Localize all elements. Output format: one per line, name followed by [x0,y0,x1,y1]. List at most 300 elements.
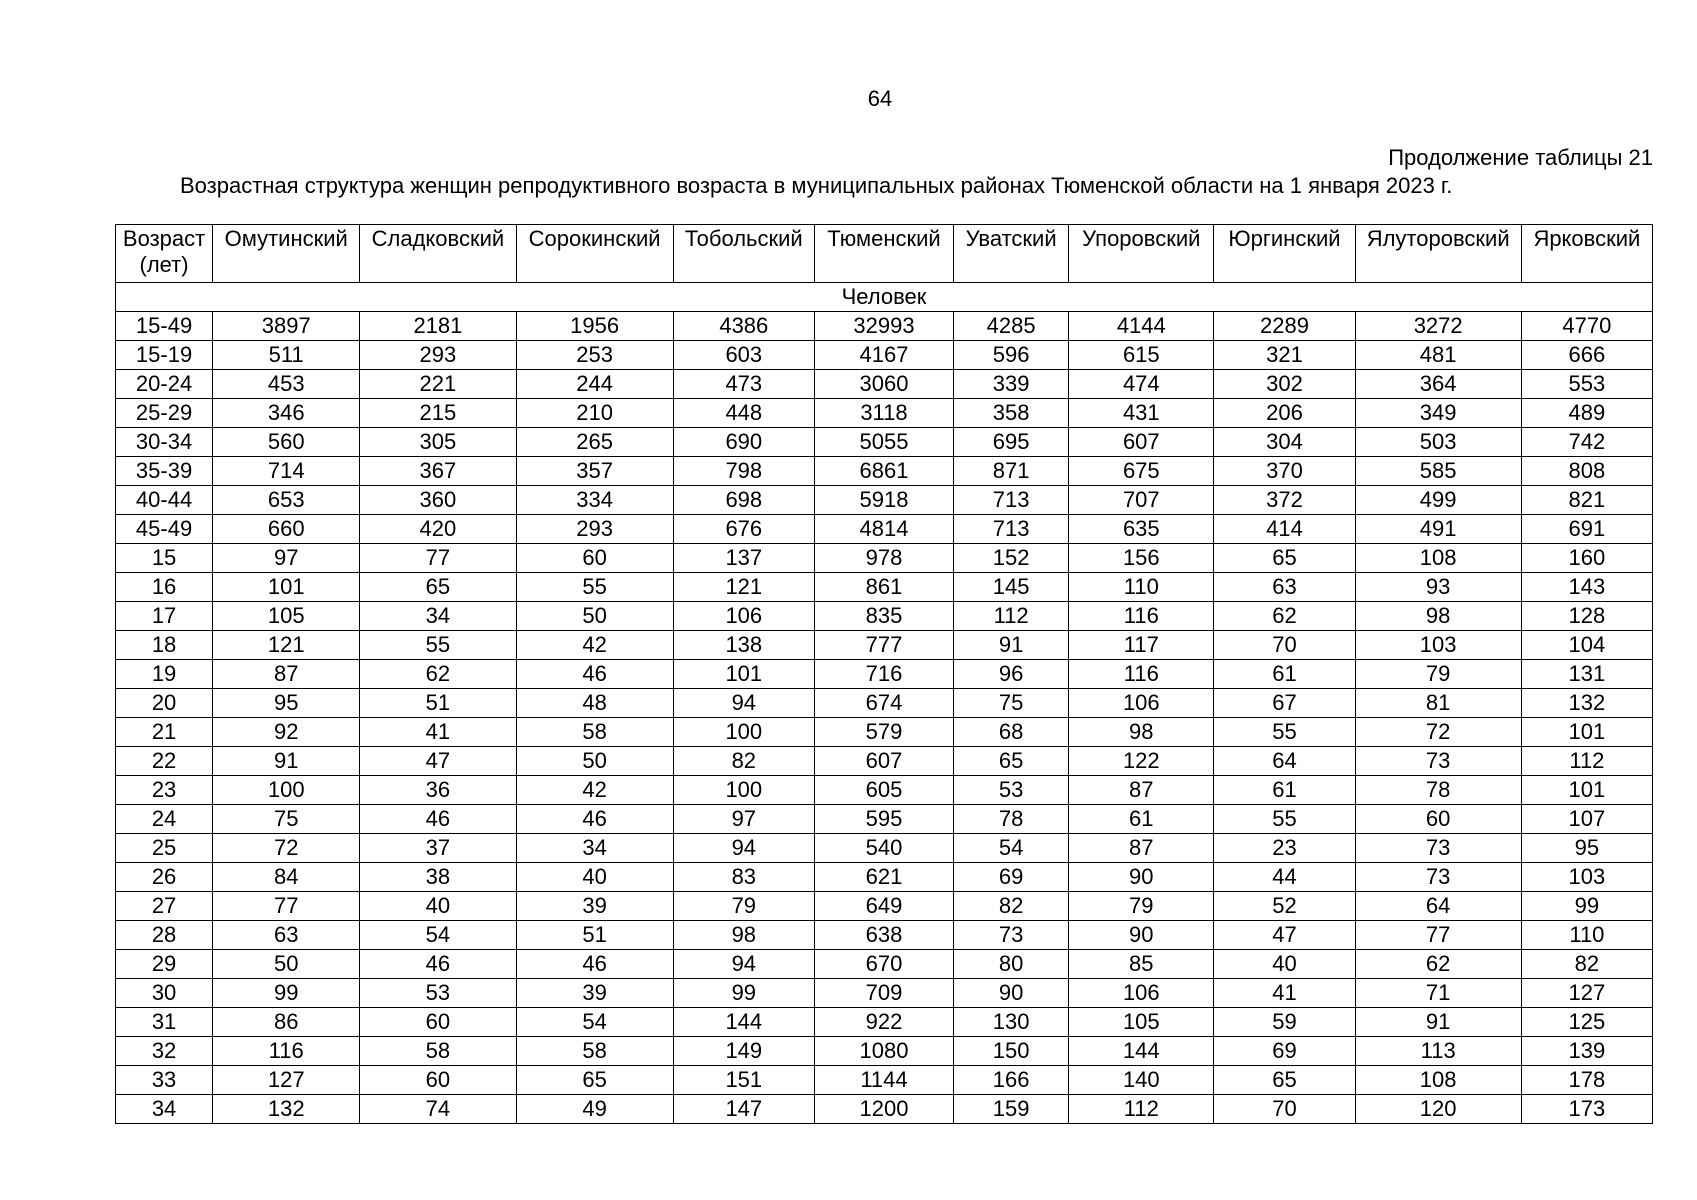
value-cell: 64 [1355,892,1521,921]
value-cell: 103 [1355,631,1521,660]
value-cell: 47 [1214,921,1355,950]
value-cell: 62 [360,660,516,689]
value-cell: 691 [1521,515,1652,544]
table-row [116,573,1653,602]
value-cell: 61 [1069,805,1214,834]
value-cell: 160 [1521,544,1652,573]
age-cell: 19 [116,660,213,689]
value-cell: 143 [1521,573,1652,602]
table-row [116,689,1653,718]
value-cell: 221 [360,370,516,399]
value-cell: 117 [1069,631,1214,660]
value-cell: 41 [360,718,516,747]
value-cell: 60 [360,1008,516,1037]
value-cell: 346 [213,399,360,428]
table-row [116,515,1653,544]
age-cell: 33 [116,1066,213,1095]
value-cell: 65 [954,747,1069,776]
value-cell: 116 [1069,660,1214,689]
value-cell: 65 [516,1066,673,1095]
value-cell: 87 [1069,834,1214,863]
table-row [116,486,1653,515]
age-cell: 27 [116,892,213,921]
value-cell: 73 [1355,834,1521,863]
value-cell: 579 [814,718,953,747]
age-cell: 24 [116,805,213,834]
value-cell: 60 [516,544,673,573]
value-cell: 96 [954,660,1069,689]
value-cell: 83 [673,863,814,892]
value-cell: 82 [1521,950,1652,979]
value-cell: 206 [1214,399,1355,428]
value-cell: 80 [954,950,1069,979]
column-header-district: Омутинский [213,225,360,283]
value-cell: 145 [954,573,1069,602]
value-cell: 62 [1355,950,1521,979]
value-cell: 149 [673,1037,814,1066]
value-cell: 621 [814,863,953,892]
value-cell: 95 [213,689,360,718]
value-cell: 110 [1521,921,1652,950]
value-cell: 77 [213,892,360,921]
table-row [116,428,1653,457]
value-cell: 140 [1069,1066,1214,1095]
value-cell: 77 [1355,921,1521,950]
value-cell: 798 [673,457,814,486]
value-cell: 156 [1069,544,1214,573]
age-cell: 22 [116,747,213,776]
age-cell: 23 [116,776,213,805]
value-cell: 97 [673,805,814,834]
value-cell: 473 [673,370,814,399]
value-cell: 73 [954,921,1069,950]
table-row [116,602,1653,631]
value-cell: 86 [213,1008,360,1037]
value-cell: 72 [1355,718,1521,747]
value-cell: 660 [213,515,360,544]
age-cell: 25 [116,834,213,863]
value-cell: 358 [954,399,1069,428]
value-cell: 713 [954,515,1069,544]
value-cell: 58 [360,1037,516,1066]
value-cell: 55 [1214,718,1355,747]
value-cell: 60 [360,1066,516,1095]
value-cell: 607 [1069,428,1214,457]
value-cell: 46 [360,950,516,979]
value-cell: 34 [516,834,673,863]
table-row [116,747,1653,776]
value-cell: 60 [1355,805,1521,834]
column-header-district: Сладковский [360,225,516,283]
value-cell: 448 [673,399,814,428]
age-cell: 32 [116,1037,213,1066]
value-cell: 63 [1214,573,1355,602]
value-cell: 100 [673,718,814,747]
value-cell: 4285 [954,312,1069,341]
value-cell: 101 [1521,718,1652,747]
value-cell: 372 [1214,486,1355,515]
value-cell: 605 [814,776,953,805]
value-cell: 69 [1214,1037,1355,1066]
value-cell: 339 [954,370,1069,399]
value-cell: 92 [213,718,360,747]
value-cell: 6861 [814,457,953,486]
value-cell: 707 [1069,486,1214,515]
value-cell: 78 [954,805,1069,834]
age-cell: 15 [116,544,213,573]
age-header-line1: Возраст [122,226,206,251]
value-cell: 46 [516,950,673,979]
value-cell: 698 [673,486,814,515]
value-cell: 511 [213,341,360,370]
age-cell: 25-29 [116,399,213,428]
value-cell: 695 [954,428,1069,457]
value-cell: 71 [1355,979,1521,1008]
value-cell: 603 [673,341,814,370]
unit-label: Человек [116,283,1653,312]
column-header-district: Юргинский [1214,225,1355,283]
value-cell: 4167 [814,341,953,370]
value-cell: 50 [516,602,673,631]
table-row [116,1066,1653,1095]
value-cell: 79 [1069,892,1214,921]
age-cell: 30 [116,979,213,1008]
value-cell: 1956 [516,312,673,341]
value-cell: 210 [516,399,673,428]
value-cell: 46 [516,805,673,834]
value-cell: 53 [360,979,516,1008]
age-cell: 26 [116,863,213,892]
value-cell: 65 [1214,1066,1355,1095]
value-cell: 4770 [1521,312,1652,341]
value-cell: 293 [360,341,516,370]
table-row [116,805,1653,834]
value-cell: 690 [673,428,814,457]
value-cell: 84 [213,863,360,892]
value-cell: 101 [673,660,814,689]
value-cell: 4386 [673,312,814,341]
age-cell: 29 [116,950,213,979]
age-cell: 15-49 [116,312,213,341]
value-cell: 499 [1355,486,1521,515]
value-cell: 173 [1521,1095,1652,1124]
age-cell: 17 [116,602,213,631]
age-cell: 21 [116,718,213,747]
value-cell: 54 [516,1008,673,1037]
value-cell: 44 [1214,863,1355,892]
value-cell: 38 [360,863,516,892]
value-cell: 414 [1214,515,1355,544]
value-cell: 138 [673,631,814,660]
value-cell: 40 [1214,950,1355,979]
value-cell: 81 [1355,689,1521,718]
value-cell: 100 [673,776,814,805]
value-cell: 32993 [814,312,953,341]
value-cell: 553 [1521,370,1652,399]
value-cell: 42 [516,776,673,805]
value-cell: 105 [1069,1008,1214,1037]
value-cell: 709 [814,979,953,1008]
value-cell: 2289 [1214,312,1355,341]
value-cell: 653 [213,486,360,515]
value-cell: 94 [673,950,814,979]
value-cell: 52 [1214,892,1355,921]
value-cell: 304 [1214,428,1355,457]
value-cell: 808 [1521,457,1652,486]
value-cell: 871 [954,457,1069,486]
value-cell: 503 [1355,428,1521,457]
value-cell: 2181 [360,312,516,341]
value-cell: 596 [954,341,1069,370]
value-cell: 69 [954,863,1069,892]
value-cell: 55 [360,631,516,660]
value-cell: 105 [213,602,360,631]
value-cell: 94 [673,689,814,718]
value-cell: 103 [1521,863,1652,892]
value-cell: 40 [360,892,516,921]
column-header-district: Ярковский [1521,225,1652,283]
value-cell: 137 [673,544,814,573]
value-cell: 47 [360,747,516,776]
value-cell: 978 [814,544,953,573]
value-cell: 675 [1069,457,1214,486]
value-cell: 50 [516,747,673,776]
value-cell: 99 [1521,892,1652,921]
value-cell: 132 [213,1095,360,1124]
value-cell: 36 [360,776,516,805]
value-cell: 63 [213,921,360,950]
table-row [116,631,1653,660]
value-cell: 128 [1521,602,1652,631]
value-cell: 474 [1069,370,1214,399]
value-cell: 367 [360,457,516,486]
value-cell: 59 [1214,1008,1355,1037]
unit-row [116,283,1653,312]
table-row [116,1008,1653,1037]
value-cell: 560 [213,428,360,457]
table-continuation-label: Продолжение таблицы 21 [1388,145,1653,170]
page-number: 64 [867,86,893,111]
value-cell: 106 [1069,979,1214,1008]
value-cell: 62 [1214,602,1355,631]
value-cell: 37 [360,834,516,863]
value-cell: 334 [516,486,673,515]
value-cell: 305 [360,428,516,457]
value-cell: 132 [1521,689,1652,718]
age-cell: 34 [116,1095,213,1124]
value-cell: 23 [1214,834,1355,863]
value-cell: 166 [954,1066,1069,1095]
value-cell: 99 [673,979,814,1008]
column-header-age [116,225,213,283]
table-row [116,660,1653,689]
table-row [116,950,1653,979]
value-cell: 87 [213,660,360,689]
value-cell: 139 [1521,1037,1652,1066]
age-cell: 15-19 [116,341,213,370]
value-cell: 585 [1355,457,1521,486]
value-cell: 98 [1355,602,1521,631]
value-cell: 122 [1069,747,1214,776]
value-cell: 58 [516,718,673,747]
age-cell: 20-24 [116,370,213,399]
value-cell: 130 [954,1008,1069,1037]
table-row [116,979,1653,1008]
value-cell: 48 [516,689,673,718]
value-cell: 638 [814,921,953,950]
value-cell: 91 [954,631,1069,660]
value-cell: 77 [360,544,516,573]
value-cell: 108 [1355,544,1521,573]
value-cell: 55 [1214,805,1355,834]
value-cell: 481 [1355,341,1521,370]
value-cell: 540 [814,834,953,863]
value-cell: 106 [1069,689,1214,718]
age-cell: 18 [116,631,213,660]
table-row [116,370,1653,399]
value-cell: 65 [1214,544,1355,573]
value-cell: 39 [516,892,673,921]
column-header-district: Сорокинский [516,225,673,283]
value-cell: 127 [213,1066,360,1095]
value-cell: 41 [1214,979,1355,1008]
value-cell: 46 [360,805,516,834]
value-cell: 253 [516,341,673,370]
value-cell: 73 [1355,863,1521,892]
value-cell: 121 [213,631,360,660]
value-cell: 360 [360,486,516,515]
value-cell: 215 [360,399,516,428]
value-cell: 85 [1069,950,1214,979]
value-cell: 54 [360,921,516,950]
value-cell: 51 [516,921,673,950]
table-row [116,1095,1653,1124]
value-cell: 244 [516,370,673,399]
value-cell: 100 [213,776,360,805]
column-header-district: Упоровский [1069,225,1214,283]
value-cell: 98 [673,921,814,950]
value-cell: 302 [1214,370,1355,399]
value-cell: 150 [954,1037,1069,1066]
age-cell: 28 [116,921,213,950]
value-cell: 79 [1355,660,1521,689]
value-cell: 34 [360,602,516,631]
value-cell: 357 [516,457,673,486]
value-cell: 595 [814,805,953,834]
value-cell: 116 [213,1037,360,1066]
age-cell: 45-49 [116,515,213,544]
age-structure-table [115,224,1653,1124]
value-cell: 607 [814,747,953,776]
value-cell: 835 [814,602,953,631]
value-cell: 178 [1521,1066,1652,1095]
value-cell: 635 [1069,515,1214,544]
value-cell: 95 [1521,834,1652,863]
value-cell: 58 [516,1037,673,1066]
value-cell: 70 [1214,1095,1355,1124]
value-cell: 420 [360,515,516,544]
age-cell: 20 [116,689,213,718]
table-row [116,718,1653,747]
value-cell: 742 [1521,428,1652,457]
age-header-line2: (лет) [139,252,189,277]
table-row [116,892,1653,921]
value-cell: 106 [673,602,814,631]
value-cell: 90 [1069,863,1214,892]
value-cell: 90 [954,979,1069,1008]
value-cell: 68 [954,718,1069,747]
value-cell: 151 [673,1066,814,1095]
value-cell: 265 [516,428,673,457]
value-cell: 61 [1214,660,1355,689]
value-cell: 370 [1214,457,1355,486]
value-cell: 98 [1069,718,1214,747]
value-cell: 4814 [814,515,953,544]
value-cell: 489 [1521,399,1652,428]
value-cell: 716 [814,660,953,689]
value-cell: 67 [1214,689,1355,718]
value-cell: 82 [673,747,814,776]
table-row [116,863,1653,892]
table-row [116,1037,1653,1066]
value-cell: 821 [1521,486,1652,515]
value-cell: 108 [1355,1066,1521,1095]
age-cell: 30-34 [116,428,213,457]
value-cell: 293 [516,515,673,544]
value-cell: 112 [954,602,1069,631]
value-cell: 922 [814,1008,953,1037]
value-cell: 113 [1355,1037,1521,1066]
value-cell: 75 [213,805,360,834]
table-row [116,921,1653,950]
value-cell: 74 [360,1095,516,1124]
value-cell: 42 [516,631,673,660]
value-cell: 453 [213,370,360,399]
value-cell: 40 [516,863,673,892]
column-header-district: Тюменский [814,225,953,283]
value-cell: 91 [1355,1008,1521,1037]
value-cell: 666 [1521,341,1652,370]
value-cell: 649 [814,892,953,921]
value-cell: 431 [1069,399,1214,428]
value-cell: 93 [1355,573,1521,602]
value-cell: 615 [1069,341,1214,370]
value-cell: 152 [954,544,1069,573]
value-cell: 144 [1069,1037,1214,1066]
value-cell: 39 [516,979,673,1008]
value-cell: 104 [1521,631,1652,660]
value-cell: 3118 [814,399,953,428]
value-cell: 777 [814,631,953,660]
value-cell: 91 [213,747,360,776]
value-cell: 70 [1214,631,1355,660]
value-cell: 861 [814,573,953,602]
value-cell: 159 [954,1095,1069,1124]
value-cell: 676 [673,515,814,544]
value-cell: 54 [954,834,1069,863]
value-cell: 4144 [1069,312,1214,341]
age-cell: 16 [116,573,213,602]
table-row [116,776,1653,805]
value-cell: 51 [360,689,516,718]
value-cell: 87 [1069,776,1214,805]
value-cell: 79 [673,892,814,921]
value-cell: 78 [1355,776,1521,805]
table-title: Возрастная структура женщин репродуктивного возраста в муниципальных районах Тюменской области на 1 января 2023 г. [180,173,1453,198]
value-cell: 1144 [814,1066,953,1095]
column-header-district: Ялуторовский [1355,225,1521,283]
value-cell: 99 [213,979,360,1008]
